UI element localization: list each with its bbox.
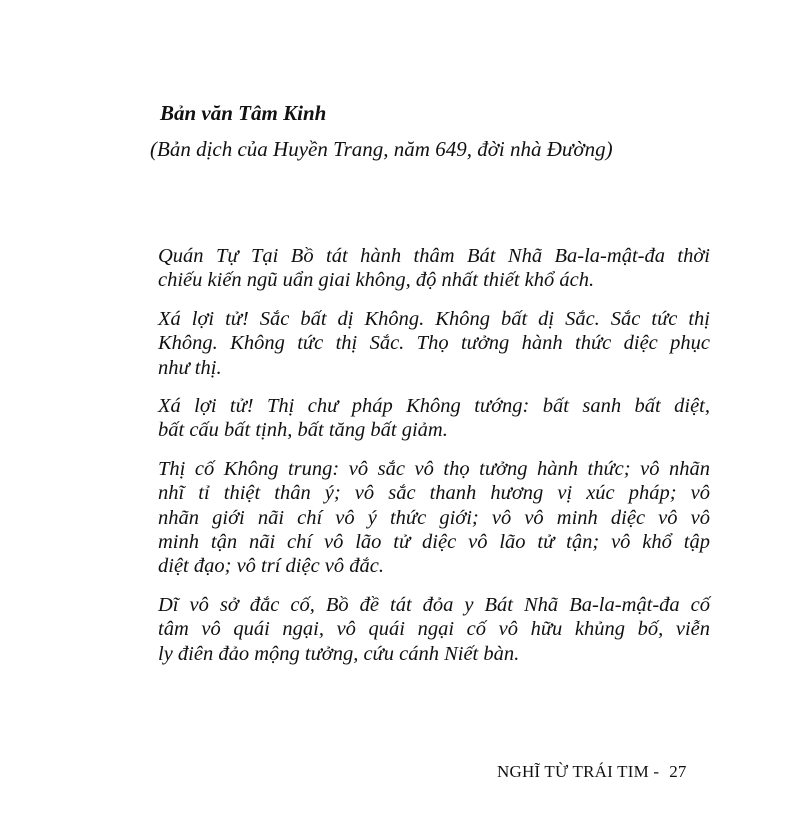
paragraph — [158, 457, 710, 579]
section-subtitle: (Bản dịch của Huyền Trang, năm 649, đời nhà Đường) — [150, 137, 613, 161]
text-line: diệt đạo; vô trí diệc vô đắc. — [158, 555, 385, 578]
text-line: bất cấu bất tịnh, bất tăng bất giảm. — [158, 419, 448, 442]
text-line: nhĩ tỉ thiệt thân ý; vô sắc thanh hương vị xúc pháp; vô — [158, 482, 710, 505]
page-footer — [497, 762, 687, 782]
running-title: NGHĨ TỪ TRÁI TIM - — [497, 762, 660, 781]
text-line: nhãn giới nãi chí vô ý thức giới; vô vô minh diệc vô vô — [158, 506, 710, 529]
paragraph — [158, 394, 710, 443]
text-line: tâm vô quái ngại, vô quái ngại cố vô hữu khủng bố, viễn — [158, 618, 710, 641]
text-line: như thị. — [158, 356, 222, 379]
text-line: Quán Tự Tại Bồ tát hành thâm Bát Nhã Ba-la-mật-đa thời — [158, 245, 710, 267]
section-title: Bản văn Tâm Kinh — [160, 101, 327, 125]
text-line: Xá lợi tử! Thị chư pháp Không tướng: bất sanh bất diệt, — [158, 395, 710, 418]
paragraph — [158, 593, 710, 666]
paragraph — [158, 244, 710, 293]
text-line: Xá lợi tử! Sắc bất dị Không. Không bất dị Sắc. Sắc tức thị — [158, 307, 710, 330]
text-line: chiếu kiến ngũ uẩn giai không, độ nhất thiết khổ ách. — [158, 269, 595, 292]
text-line: minh tận nãi chí vô lão tử diệc vô lão tử tận; vô khổ tập — [158, 531, 710, 554]
page-number: 27 — [669, 762, 687, 781]
body-text — [158, 244, 710, 680]
text-line: ly điên đảo mộng tưởng, cứu cánh Niết bàn. — [158, 642, 520, 665]
paragraph — [158, 307, 710, 380]
text-line: Dĩ vô sở đắc cố, Bồ đề tát đỏa y Bát Nhã Ba-la-mật-đa cố — [158, 593, 710, 616]
text-line: Không. Không tức thị Sắc. Thọ tưởng hành thức diệc phục — [158, 332, 710, 355]
text-line: Thị cố Không trung: vô sắc vô thọ tưởng hành thức; vô nhãn — [158, 457, 710, 480]
